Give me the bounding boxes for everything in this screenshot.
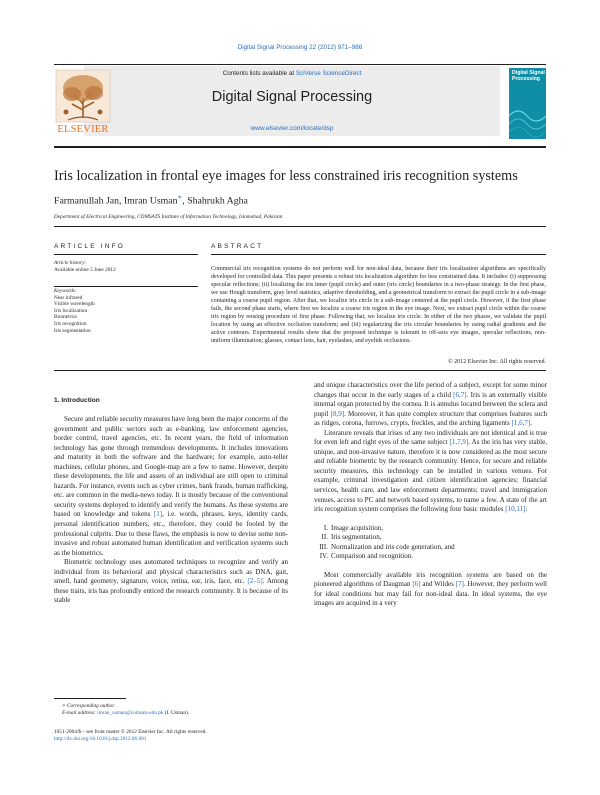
- module-text: Iris segmentation,: [331, 533, 382, 542]
- issn-line: 1051-2004/$ – see front matter © 2012 Elsevier Inc. All rights reserved.: [54, 729, 207, 735]
- abstract-rule: [211, 254, 546, 255]
- body-right-column: [314, 381, 547, 609]
- module-list: [314, 524, 547, 562]
- module-number: I.: [323, 523, 328, 532]
- article-history-label: Article history:: [54, 260, 87, 266]
- email-name: (I. Usman).: [163, 710, 190, 716]
- authors-last: , Shahrukh Agha: [182, 195, 248, 207]
- publisher-name: ELSEVIER: [57, 124, 109, 135]
- abstract-text: Commercial iris recognition systems do not perform well for non-ideal data, because their iris localization algorithms are specifically developed for controlled data. This paper presents a robust iris localization algorithm for less constrained data. It includes: (i) suppressing specular reflections; (ii) localizing the iris inner (pupil circle) and outer (iris circle) boundaries in a two-phase strategy. In the first phase, we use Hough transform, gray level statistics, adaptive thresholding, and a geometrical transform to extract the pupil circle in a sub-image containing a coarse pupil region. After that, we localize iris circle in a sub-image centered at the pupil circle. However, if the first phase fails, the second phase starts, where first we localize a coarse iris region in the eye image. Next, we extract pupil circle within the coarse iris region by reusing procedure of first phase. Following that, we localize iris circle. In either of the two phases, we validate the pupil location by using an effective occlusion transform; and (iii) regularizing the iris circular boundaries by using radial gradients and the active contours. Experimental results show that the proposed technique is tolerant to off-axis eye images, specular reflections, non-uniform illumination; glasses, contact lens, hair, eyelashes, and eyelids occlusions.: [211, 266, 546, 344]
- paragraph-text: and Wildes: [420, 580, 456, 589]
- history-rule: [54, 286, 198, 287]
- keywords-label: Keywords:: [54, 288, 77, 294]
- citation-link[interactable]: [10,11]: [505, 505, 526, 514]
- abstract-bottom-rule: [54, 370, 546, 371]
- module-text: Comparison and recognition.: [331, 552, 414, 561]
- journal-cover-thumbnail: [509, 68, 546, 139]
- contents-prefix: Contents lists available at: [222, 70, 296, 77]
- module-item: [314, 543, 547, 553]
- paragraph-text: Secure and reliable security measures have long been the major concerns of the government and public sectors such as e-banking, law enforcement agencies, border control, travel agencies, etc. In recent years, the field of information technology has gone through tremendous developments. It includes innovations and maturity in both the software and the hardware; for example, auto-teller machines, cellular phones, and Google-map are a few to name. However, despite these developments, the life and assets of an individual are still open to criminal hazards. For instance, events such as cyber crimes, bank frauds, human trafficking, etc. are common in the media-news today. It is mostly because of the conventional security systems deployed to identify and verify the humans. As these systems are based on knowledge and tokens: [54, 415, 288, 519]
- email-label: E-mail address:: [62, 710, 98, 716]
- author-list: [54, 193, 554, 206]
- keyword-item: Iris recognition: [54, 320, 87, 327]
- corresponding-author-mark[interactable]: ∗: [177, 193, 183, 201]
- module-text: Image acquisition,: [331, 523, 384, 532]
- citation-link[interactable]: [2–5]: [247, 577, 263, 586]
- abstract-heading: ABSTRACT: [211, 243, 264, 250]
- affiliation-rule: [54, 226, 546, 227]
- authors-first: Farmanullah Jan, Imran Usman: [54, 195, 178, 207]
- paragraph-text: . Iris is an externally visible internal organ protected by the cornea. It is annulus located between the sclera and pupil: [314, 390, 547, 418]
- keyword-item: Iris localization: [54, 307, 88, 314]
- paragraph-text: and unique characteristics over the life period of a subject, except for some minor changes that occur in the early stages of a child: [314, 381, 547, 399]
- citation-link[interactable]: [6]: [412, 580, 421, 589]
- module-number: IV.: [319, 552, 328, 561]
- paragraph-text: :: [525, 505, 528, 514]
- body-left-column: [54, 397, 288, 606]
- module-item: [314, 552, 547, 562]
- citation-link[interactable]: [1]: [153, 510, 163, 519]
- email-footnote: [62, 710, 189, 716]
- citation-link[interactable]: [7]: [455, 580, 464, 589]
- citation-link[interactable]: [1,6,7]: [511, 419, 531, 428]
- section-heading-introduction: 1. Introduction: [54, 397, 100, 404]
- article-info-heading: ARTICLE INFO: [54, 243, 126, 250]
- body-paragraph: [314, 429, 547, 515]
- header-bottom-rule: [54, 146, 546, 148]
- paragraph-text: Most commercially available iris recognition systems are based on the pioneered algorithms of Daugman: [314, 570, 547, 589]
- keywords-list: [54, 295, 198, 335]
- keyword-item: Near infrared: [54, 294, 83, 301]
- abstract-copyright: © 2012 Elsevier Inc. All rights reserved.: [448, 359, 546, 365]
- body-paragraph: [314, 571, 547, 609]
- citation-link[interactable]: [1,7,9]: [449, 438, 469, 447]
- author-email-link[interactable]: imran_usman@comsats.edu.pk: [97, 710, 164, 716]
- doi-link[interactable]: http://dx.doi.org/10.1016/j.dsp.2012.06.001: [54, 736, 147, 742]
- cover-title: Digital Signal Processing: [512, 70, 545, 82]
- journal-reference[interactable]: Digital Signal Processing 22 (2012) 971–986: [237, 44, 363, 51]
- body-paragraph: [54, 415, 288, 558]
- paragraph-text: . Moreover, it has quite complex structure that comprises features such as ridges, corona, furrows, crypts, freckles, and the arching ligaments: [314, 409, 547, 428]
- body-paragraph: [314, 381, 547, 429]
- module-number: III.: [319, 542, 328, 551]
- paragraph-text: , i.e. words, phrases, keys, identity cards, personal identification numbers, etc., therefore, they could be fooled by the professional culprits. Due to these flaws, the emphasis is now to devise some non-invasive and robust automated human identification and verification systems such as the biometrics.: [54, 510, 288, 557]
- article-info-rule: [54, 254, 198, 255]
- module-text: Normalization and iris code generation, and: [331, 542, 455, 551]
- article-history-value: Available online 5 June 2012: [54, 266, 116, 273]
- keyword-item: Biometrics: [54, 314, 78, 321]
- journal-homepage-link[interactable]: www.elsevier.com/locate/dsp: [250, 125, 334, 132]
- corresponding-author-footnote: [62, 703, 115, 709]
- citation-link[interactable]: [8,9]: [330, 409, 345, 418]
- paper-title: Iris localization in frontal eye images for less constrained iris recognition systems: [54, 168, 518, 184]
- module-item: [314, 533, 547, 543]
- paragraph-text: .: [530, 419, 533, 428]
- paragraph-text: . Among these traits, iris has profoundly enticed the research community. It is because of its stable: [54, 577, 288, 605]
- module-item: [314, 524, 547, 534]
- contents-line: [84, 70, 500, 77]
- body-paragraph: [54, 558, 288, 606]
- cover-wave-graphic-icon: [509, 96, 546, 139]
- module-number: II.: [321, 533, 328, 542]
- affiliation: Department of Electrical Engineering, COMSATS Institute of Information Technology, Islamabad, Pakistan: [54, 214, 283, 220]
- paragraph-text: . However, they perform well for ideal conditions but may fail for non-ideal data. In ideal systems, the eye images are acquired in a very: [314, 580, 547, 608]
- journal-title: Digital Signal Processing: [211, 89, 373, 105]
- footnote-mark: ∗: [62, 703, 66, 709]
- paragraph-text: Literature reveals that irises of any two individuals are not identical and is true for even left and right eyes of the same subject: [314, 428, 547, 447]
- paragraph-text: . As the iris has very stable, unique, and non-invasive nature, therefore it is now considered as the most secure and reliable biometric by the research community. Hence, for secure and reliable security measures, this technology can be installed in various venues. For example, criminal investigation and citizen identification agencies; financial services, health care, and law enforcement departments; travel and immigration venues, access to PC and network based systems, to name a few. A state of the art iris recognition system comprises the following four basic modules: [314, 438, 547, 514]
- footnote-text: Corresponding author.: [66, 703, 116, 709]
- header-top-rule: [54, 64, 546, 65]
- keyword-item: Visible wavelength: [54, 301, 95, 308]
- footnote-rule: [54, 698, 126, 699]
- citation-link[interactable]: [6,7]: [453, 390, 467, 399]
- sciencedirect-link[interactable]: SciVerse ScienceDirect: [295, 70, 362, 77]
- paragraph-text: Biometric technology uses automated techniques to recognize and verify an individual from its behavioral and physical characteristics such as DNA, gait, smell, hand geometry, signature, voice, retina, ear, iris, face, etc.: [54, 558, 288, 586]
- keyword-item: Iris segmentation: [54, 327, 91, 334]
